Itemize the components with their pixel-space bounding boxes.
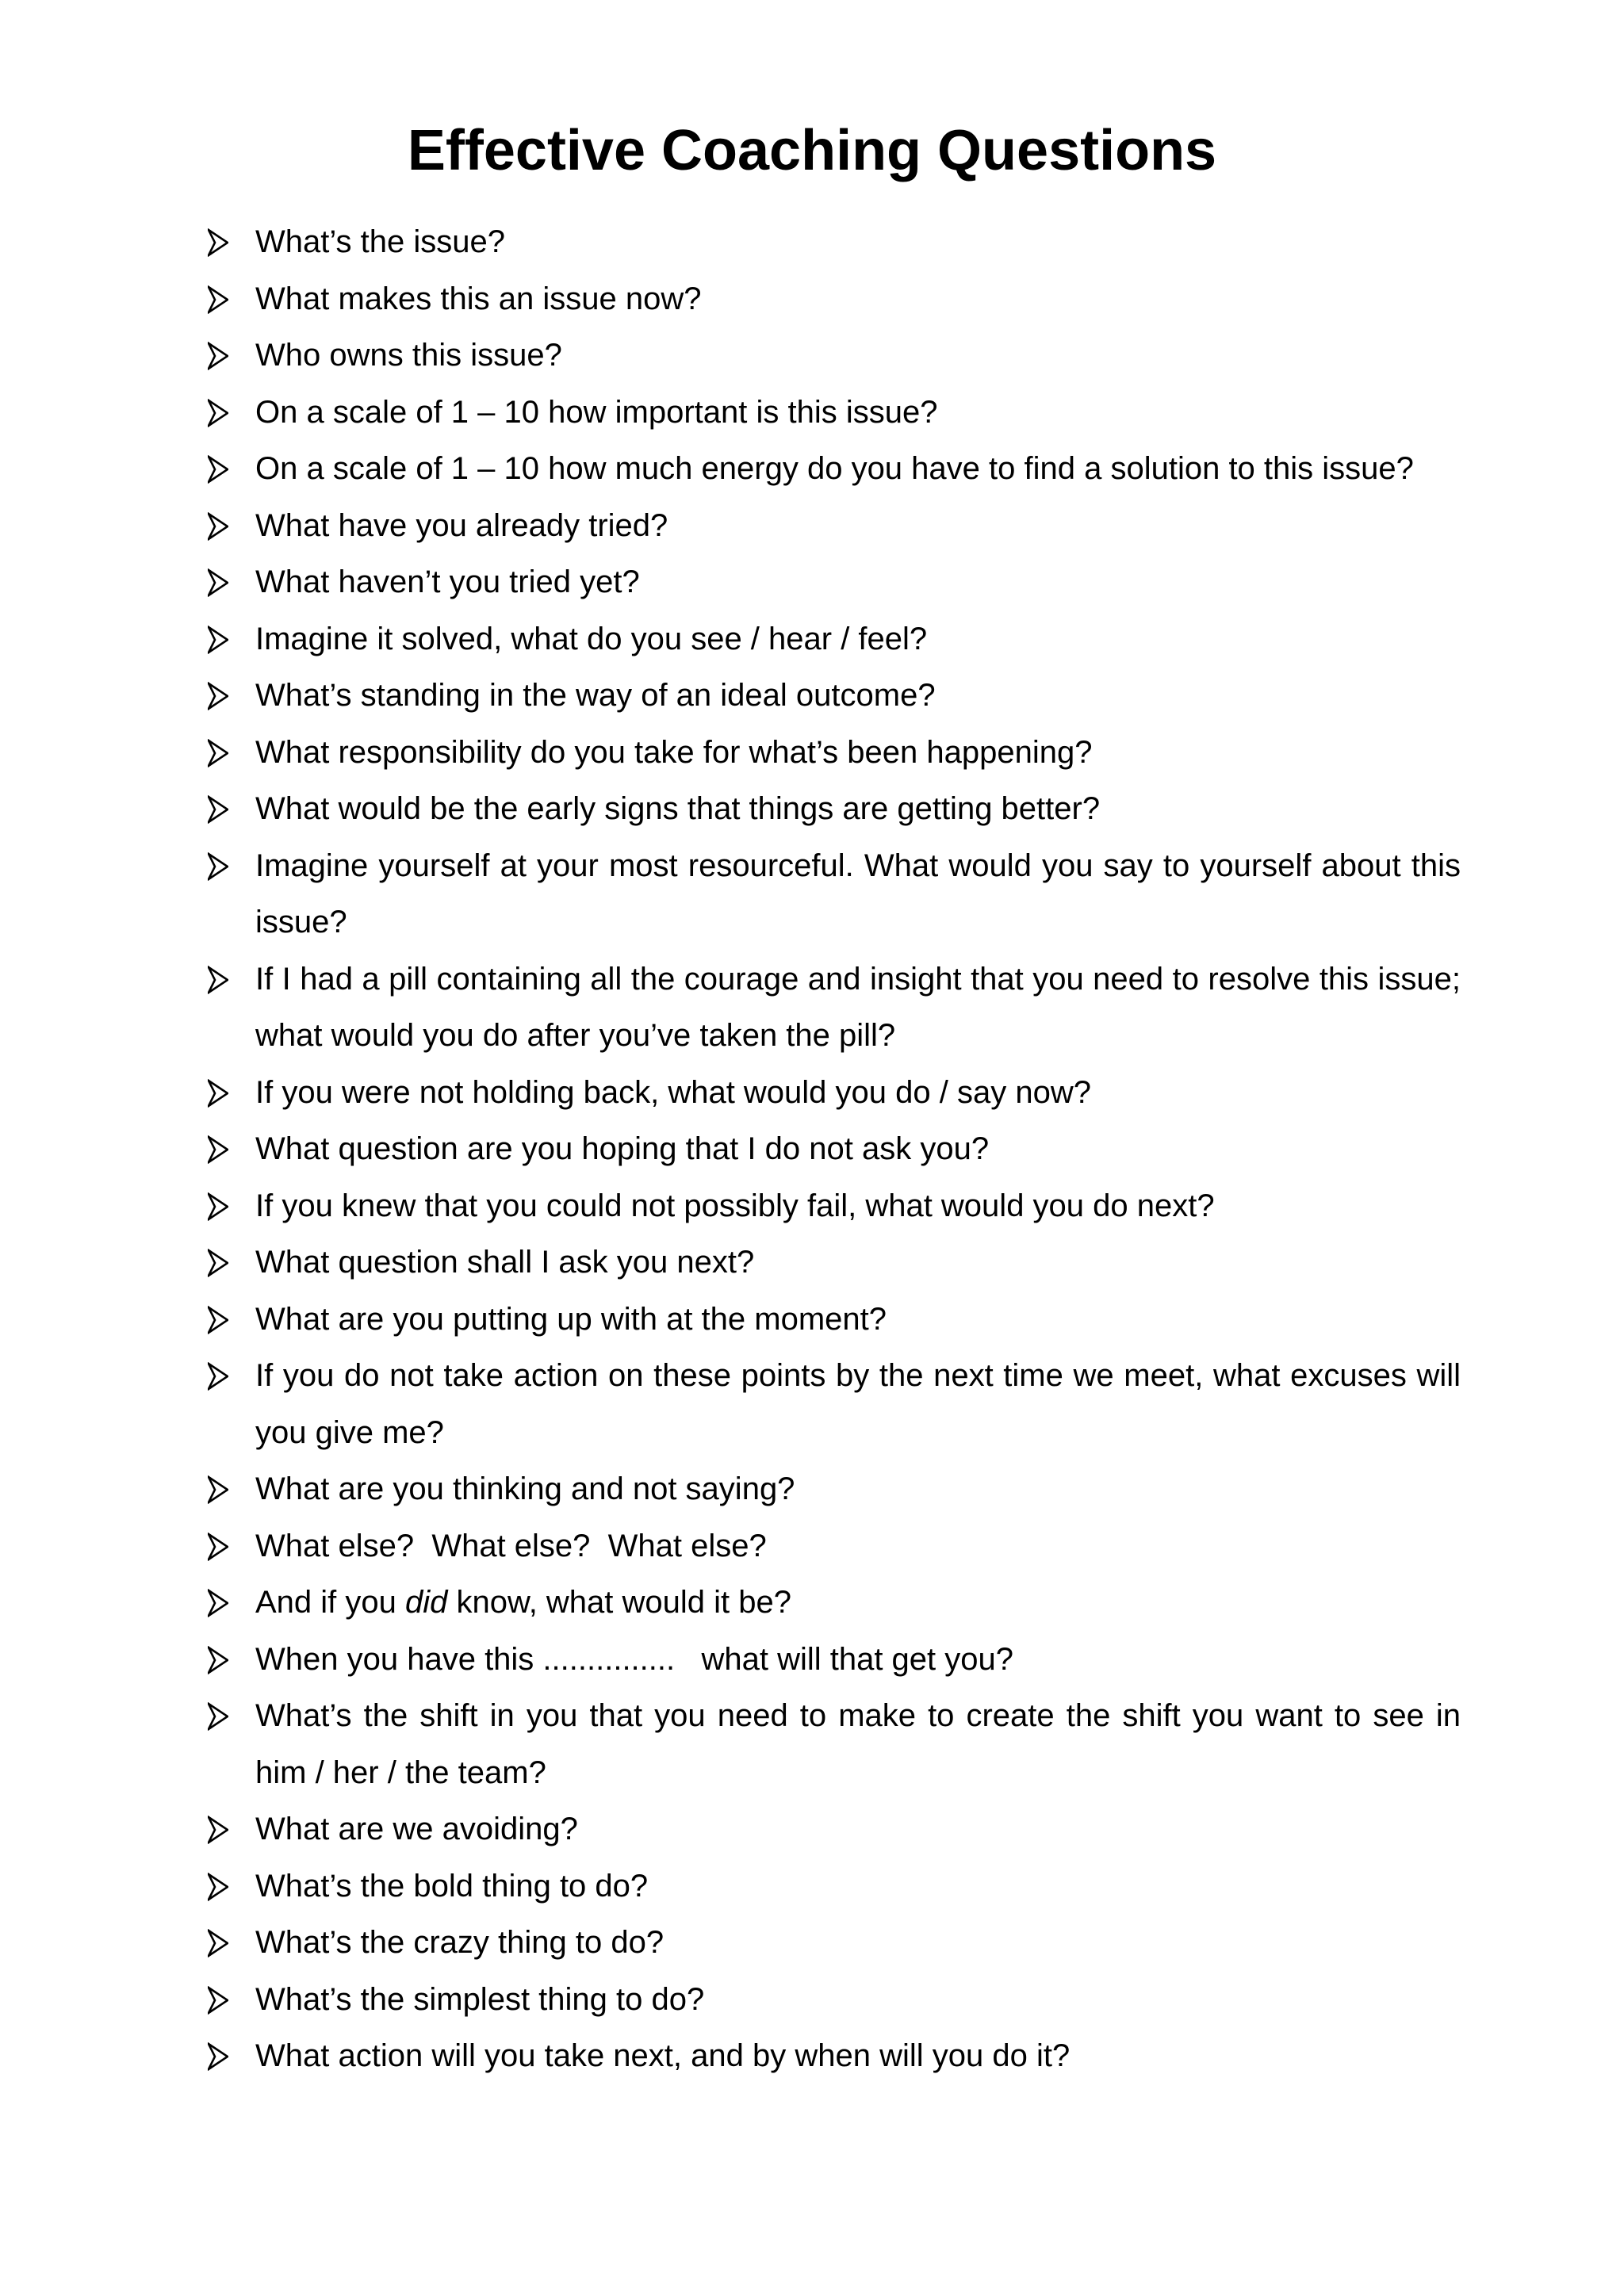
arrowhead-bullet-icon xyxy=(208,739,228,767)
arrowhead-bullet-icon xyxy=(208,966,228,994)
question-list xyxy=(0,214,1624,2085)
list-item xyxy=(0,1688,1624,1801)
list-item xyxy=(0,1915,1624,1972)
arrowhead-bullet-icon xyxy=(208,1986,228,2015)
list-item xyxy=(0,1972,1624,2029)
question-text-part: And if you xyxy=(255,1585,406,1620)
arrowhead-bullet-icon xyxy=(208,2042,228,2071)
question-text: What’s the issue? xyxy=(255,224,505,259)
question-text: If you were not holding back, what would you do / say now? xyxy=(255,1074,1091,1110)
arrowhead-bullet-icon xyxy=(208,1816,228,1844)
question-text: What makes this an issue now? xyxy=(255,281,702,316)
question-text: What question shall I ask you next? xyxy=(255,1245,755,1280)
question-text: When you have this ............... what will that get you? xyxy=(255,1641,1014,1677)
arrowhead-bullet-icon xyxy=(208,1702,228,1731)
list-item xyxy=(0,1292,1624,1349)
question-text-part: know, what would it be? xyxy=(447,1585,791,1620)
arrowhead-bullet-icon xyxy=(208,1873,228,1901)
question-text: On a scale of 1 – 10 how important is this issue? xyxy=(255,394,938,430)
arrowhead-bullet-icon xyxy=(208,1249,228,1277)
question-text: On a scale of 1 – 10 how much energy do you have to find a solution to this issue? xyxy=(255,451,1414,486)
arrowhead-bullet-icon xyxy=(208,1135,228,1164)
question-text: If you do not take action on these points by the next time we meet, what excuses will you give me? xyxy=(255,1358,1461,1450)
arrowhead-bullet-icon xyxy=(208,399,228,427)
list-item xyxy=(0,1518,1624,1575)
arrowhead-bullet-icon xyxy=(208,285,228,314)
question-text: What responsibility do you take for what’s been happening? xyxy=(255,734,1093,770)
question-text: Who owns this issue? xyxy=(255,338,562,373)
question-text: What are you thinking and not saying? xyxy=(255,1471,795,1506)
arrowhead-bullet-icon xyxy=(208,1362,228,1391)
list-item xyxy=(0,498,1624,555)
arrowhead-bullet-icon xyxy=(208,795,228,824)
arrowhead-bullet-icon xyxy=(208,626,228,654)
question-text: What would be the early signs that things are getting better? xyxy=(255,791,1101,826)
list-item xyxy=(0,2028,1624,2085)
arrowhead-bullet-icon xyxy=(208,1306,228,1334)
list-item xyxy=(0,1461,1624,1518)
list-item xyxy=(0,611,1624,668)
list-item xyxy=(0,1858,1624,1915)
list-item xyxy=(0,668,1624,725)
question-text: If I had a pill containing all the courage and insight that you need to resolve this issue; what would you do after you’ve taken the pill? xyxy=(255,961,1461,1053)
question-text: What have you already tried? xyxy=(255,507,668,543)
question-text: What’s the crazy thing to do? xyxy=(255,1925,665,1960)
list-item xyxy=(0,1801,1624,1858)
arrowhead-bullet-icon xyxy=(208,682,228,710)
arrowhead-bullet-icon xyxy=(208,1475,228,1504)
arrowhead-bullet-icon xyxy=(208,1589,228,1617)
question-text: What’s the bold thing to do? xyxy=(255,1868,649,1904)
arrowhead-bullet-icon xyxy=(208,1646,228,1674)
list-item xyxy=(0,838,1624,951)
list-item xyxy=(0,1575,1624,1632)
list-item xyxy=(0,271,1624,328)
question-text: What’s standing in the way of an ideal outcome? xyxy=(255,678,936,713)
list-item xyxy=(0,1178,1624,1235)
list-item xyxy=(0,441,1624,498)
list-item xyxy=(0,1632,1624,1689)
question-text: What’s the simplest thing to do? xyxy=(255,1981,705,2017)
arrowhead-bullet-icon xyxy=(208,852,228,881)
list-item xyxy=(0,725,1624,782)
arrowhead-bullet-icon xyxy=(208,455,228,484)
arrowhead-bullet-icon xyxy=(208,1533,228,1561)
list-item xyxy=(0,385,1624,442)
question-text: If you knew that you could not possibly fail, what would you do next? xyxy=(255,1188,1215,1223)
arrowhead-bullet-icon xyxy=(208,342,228,370)
question-text: What are we avoiding? xyxy=(255,1812,578,1846)
list-item xyxy=(0,214,1624,271)
question-text: What action will you take next, and by when will you do it? xyxy=(255,2038,1071,2073)
question-emphasis: did xyxy=(405,1585,448,1620)
arrowhead-bullet-icon xyxy=(208,568,228,597)
list-item xyxy=(0,1065,1624,1122)
question-text: Imagine it solved, what do you see / hear / feel? xyxy=(255,621,928,656)
question-text: What question are you hoping that I do not ask you? xyxy=(255,1131,990,1166)
question-text xyxy=(255,1575,1461,1632)
arrowhead-bullet-icon xyxy=(208,228,228,257)
list-item xyxy=(0,951,1624,1065)
question-text: Imagine yourself at your most resourceful. What would you say to yourself about this issue? xyxy=(255,848,1461,939)
list-item xyxy=(0,554,1624,611)
question-text: What haven’t you tried yet? xyxy=(255,564,640,599)
list-item xyxy=(0,1348,1624,1461)
list-item xyxy=(0,327,1624,385)
arrowhead-bullet-icon xyxy=(208,1929,228,1957)
question-text: What else? What else? What else? xyxy=(255,1528,767,1563)
arrowhead-bullet-icon xyxy=(208,1192,228,1221)
list-item xyxy=(0,1234,1624,1292)
arrowhead-bullet-icon xyxy=(208,512,228,541)
list-item xyxy=(0,1121,1624,1178)
question-text: What are you putting up with at the moment? xyxy=(255,1301,887,1337)
arrowhead-bullet-icon xyxy=(208,1079,228,1108)
question-text: What’s the shift in you that you need to make to create the shift you want to see in him / her / the team? xyxy=(255,1698,1461,1790)
page-title: Effective Coaching Questions xyxy=(407,119,1217,182)
list-item xyxy=(0,781,1624,838)
